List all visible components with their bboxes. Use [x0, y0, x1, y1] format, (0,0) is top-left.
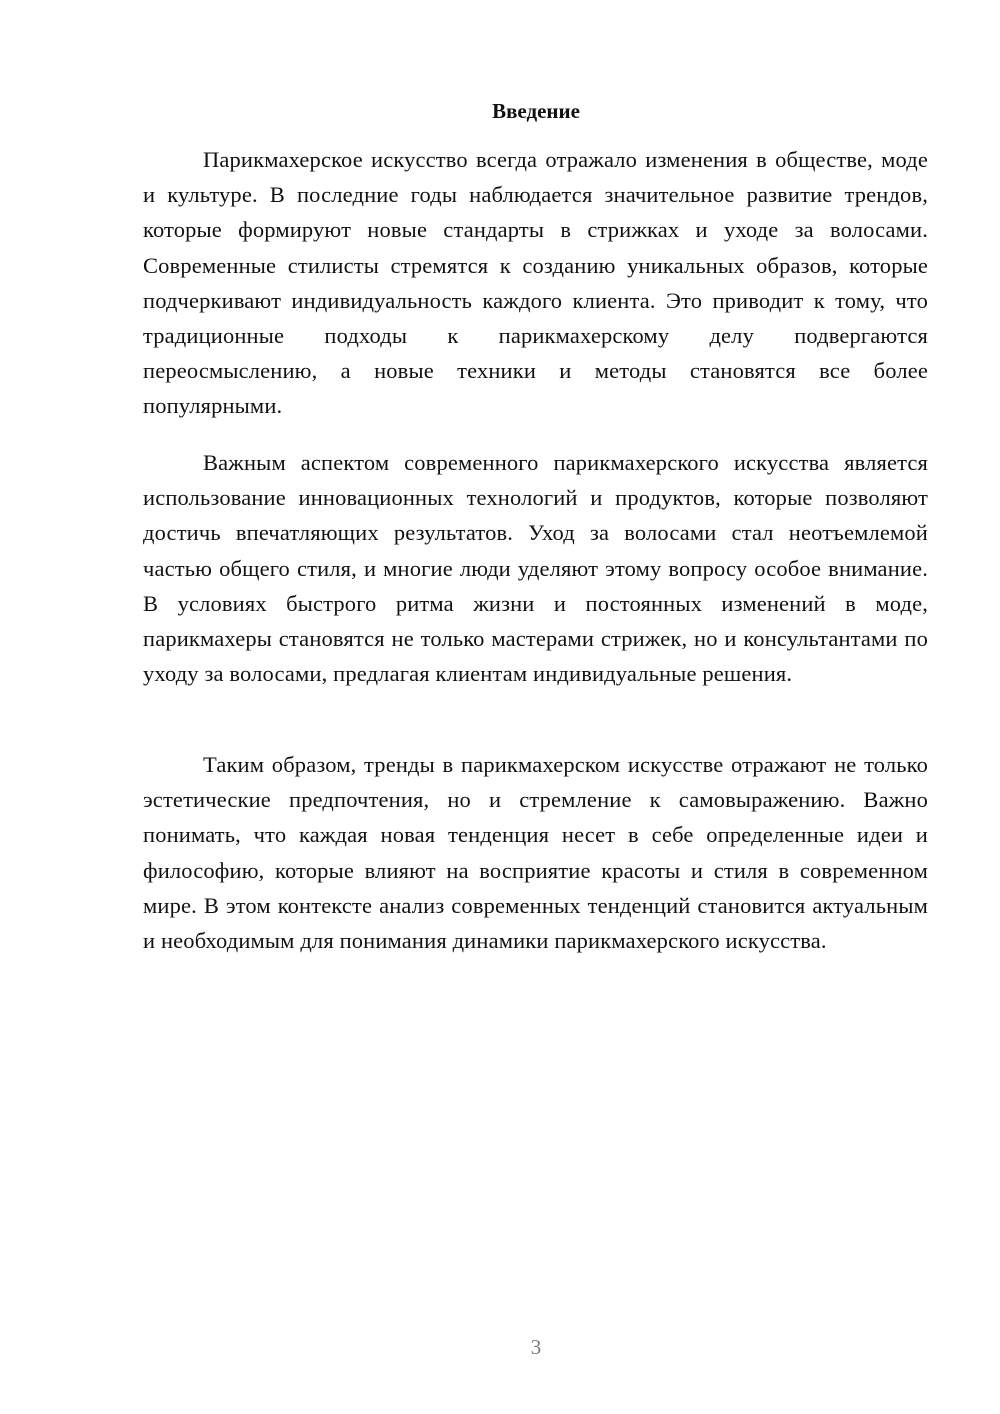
paragraph-3: Таким образом, тренды в парикмахерском искусстве отражают не только эстетические предпочтения, но и стремление к самовыражению. Важно понимать, что каждая новая тенденция несет в себе определенные идеи и философию, которые влияют на восприятие красоты и стиля в современном мире. В этом контексте анализ современных тенденций становится актуальным и необходимым для понимания динамики парикмахерского искусства.	[143, 752, 928, 954]
paragraph-2: Важным аспектом современного парикмахерского искусства является использование инновационных технологий и продуктов, которые позволяют достичь впечатляющих результатов. Уход за волосами стал неотъемлемой частью общего стиля, и многие люди уделяют этому вопросу особое внимание. В условиях быстрого ритма жизни и постоянных изменений в моде, парикмахеры становятся не только мастерами стрижек, но и консультантами по уходу за волосами, предлагая клиентам индивидуальные решения.	[143, 450, 928, 687]
section-title: Введение	[492, 99, 580, 123]
paragraph-1: Парикмахерское искусство всегда отражало изменения в обществе, моде и культуре. В последние годы наблюдается значительное развитие трендов, которые формируют новые стандарты в стрижках и уходе за волосами. Современные стилисты стремятся к созданию уникальных образов, которые подчеркивают индивидуальность каждого клиента. Это приводит к тому, что традиционные подходы к парикмахерскому делу подвергаются переосмыслению, а новые техники и методы становятся все более популярными.	[143, 147, 928, 419]
page-number: 3	[530, 1335, 542, 1359]
